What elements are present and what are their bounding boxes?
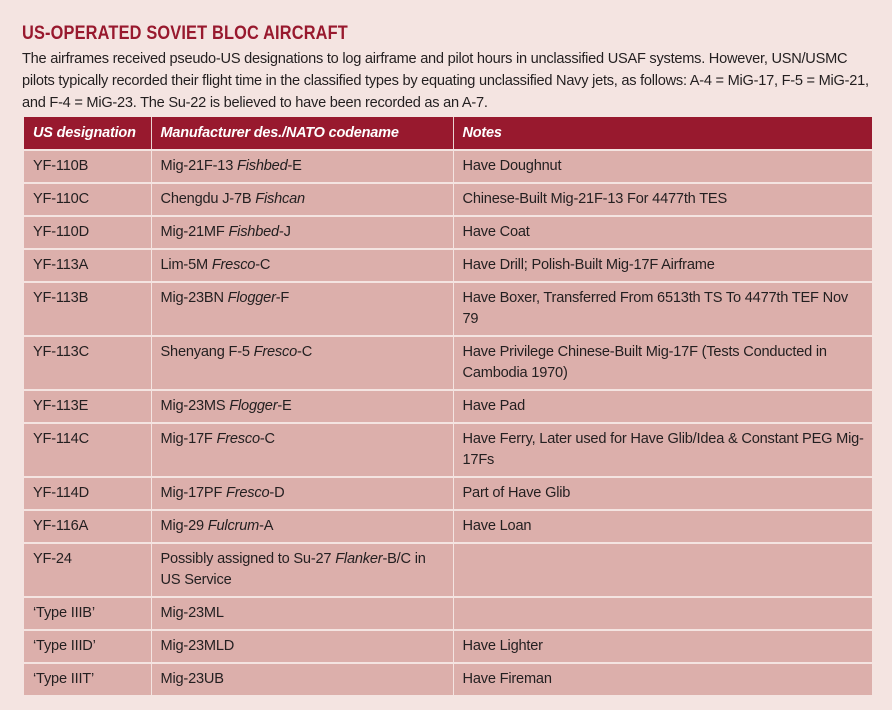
manufacturer-designation: Mig-23MLD [160,638,235,654]
nato-variant: -B/C in US Service [160,551,426,588]
manufacturer-designation: Mig-23ML [160,605,224,621]
nato-codename: Fulcrum [207,518,260,534]
table-row [24,183,872,216]
cell-manufacturer [151,150,453,183]
cell-us-designation: YF-116A [24,510,151,543]
cell-notes: Have Privilege Chinese-Built Mig-17F (Tests Conducted in Cambodia 1970) [453,336,872,390]
table-header-row [24,117,872,150]
cell-manufacturer [151,183,453,216]
table-row [24,630,872,663]
nato-codename: Fishbed [228,224,279,240]
cell-notes: Chinese-Built Mig-21F-13 For 4477th TES [453,183,872,216]
cell-notes: Have Ferry, Later used for Have Glib/Idea & Constant PEG Mig-17Fs [453,423,872,477]
cell-us-designation: ‘Type IIID’ [24,630,151,663]
nato-codename: Fishbed [236,158,288,174]
cell-manufacturer [151,282,453,336]
nato-codename: Fishcan [255,191,305,207]
manufacturer-designation: Mig-21F-13 [160,158,237,174]
manufacturer-designation: Lim-5M [160,257,212,273]
manufacturer-designation: Chengdu J-7B [160,191,256,207]
header-us-designation: US designation [24,117,151,150]
cell-notes: Have Fireman [453,663,872,695]
cell-us-designation: YF-24 [24,543,151,597]
cell-us-designation: YF-110D [24,216,151,249]
nato-variant: -D [269,485,285,501]
cell-manufacturer [151,216,453,249]
manufacturer-designation: Mig-17PF [160,485,227,501]
table-row [24,597,872,630]
nato-codename: Flogger [229,398,278,414]
nato-variant: -C [255,257,271,273]
nato-variant: -C [297,344,313,360]
nato-codename: Flanker [335,551,383,567]
table-row [24,282,872,336]
header-manufacturer: Manufacturer des./NATO codename [151,117,453,150]
cell-manufacturer [151,663,453,695]
table-row [24,150,872,183]
cell-manufacturer [151,423,453,477]
cell-manufacturer [151,336,453,390]
cell-manufacturer [151,597,453,630]
cell-notes: Have Pad [453,390,872,423]
cell-notes [453,543,872,597]
manufacturer-designation: Mig-21MF [160,224,229,240]
nato-variant: -C [259,431,275,447]
manufacturer-designation: Mig-23MS [160,398,230,414]
cell-notes: Have Loan [453,510,872,543]
cell-us-designation: YF-113A [24,249,151,282]
cell-us-designation: YF-113E [24,390,151,423]
nato-codename: Fresco [211,257,256,273]
cell-notes: Have Boxer, Transferred From 6513th TS To 4477th TEF Nov 79 [453,282,872,336]
cell-manufacturer [151,477,453,510]
page-title: US-OPERATED SOVIET BLOC AIRCRAFT [22,23,348,44]
table-row [24,216,872,249]
table-row [24,543,872,597]
cell-notes [453,597,872,630]
table-row [24,423,872,477]
cell-us-designation: YF-113C [24,336,151,390]
nato-variant: -E [277,398,292,414]
header-notes: Notes [453,117,872,150]
cell-us-designation: ‘Type IIIT’ [24,663,151,695]
cell-manufacturer [151,390,453,423]
cell-us-designation: YF-114C [24,423,151,477]
cell-notes: Have Coat [453,216,872,249]
cell-us-designation: ‘Type IIIB’ [24,597,151,630]
manufacturer-designation: Mig-17F [160,431,217,447]
nato-variant: -E [287,158,302,174]
nato-variant: -J [278,224,291,240]
intro-paragraph: The airframes received pseudo-US designations to log airframe and pilot hours in unclassified USAF systems. However, USN/USMC pilots typically recorded their flight time in the classified types by equating unclassified Navy jets, as follows: A-4 = MiG-17, F-5 = MiG-21, and F-4 = MiG-23. The Su-22 is believed to have been recorded as an A-7. [22,51,869,111]
nato-codename: Fresco [216,431,260,447]
cell-manufacturer [151,510,453,543]
table-row [24,477,872,510]
table-row [24,663,872,695]
nato-variant: -F [275,290,290,306]
table-row [24,249,872,282]
nato-codename: Flogger [227,290,276,306]
cell-us-designation: YF-114D [24,477,151,510]
cell-us-designation: YF-113B [24,282,151,336]
manufacturer-designation: Mig-23UB [160,671,224,687]
cell-manufacturer [151,543,453,597]
nato-codename: Fresco [253,344,298,360]
manufacturer-designation: Shenyang F-5 [160,344,254,360]
cell-notes: Have Drill; Polish-Built Mig-17F Airframe [453,249,872,282]
cell-notes: Have Lighter [453,630,872,663]
cell-manufacturer [151,249,453,282]
table-row [24,510,872,543]
cell-notes: Part of Have Glib [453,477,872,510]
cell-us-designation: YF-110B [24,150,151,183]
table-row [24,390,872,423]
cell-notes: Have Doughnut [453,150,872,183]
manufacturer-designation: Mig-23BN [160,290,228,306]
table-row [24,336,872,390]
aircraft-table [24,117,872,695]
nato-variant: -A [259,518,274,534]
manufacturer-designation: Possibly assigned to Su-27 [160,551,336,567]
nato-codename: Fresco [226,485,270,501]
cell-us-designation: YF-110C [24,183,151,216]
manufacturer-designation: Mig-29 [160,518,208,534]
cell-manufacturer [151,630,453,663]
